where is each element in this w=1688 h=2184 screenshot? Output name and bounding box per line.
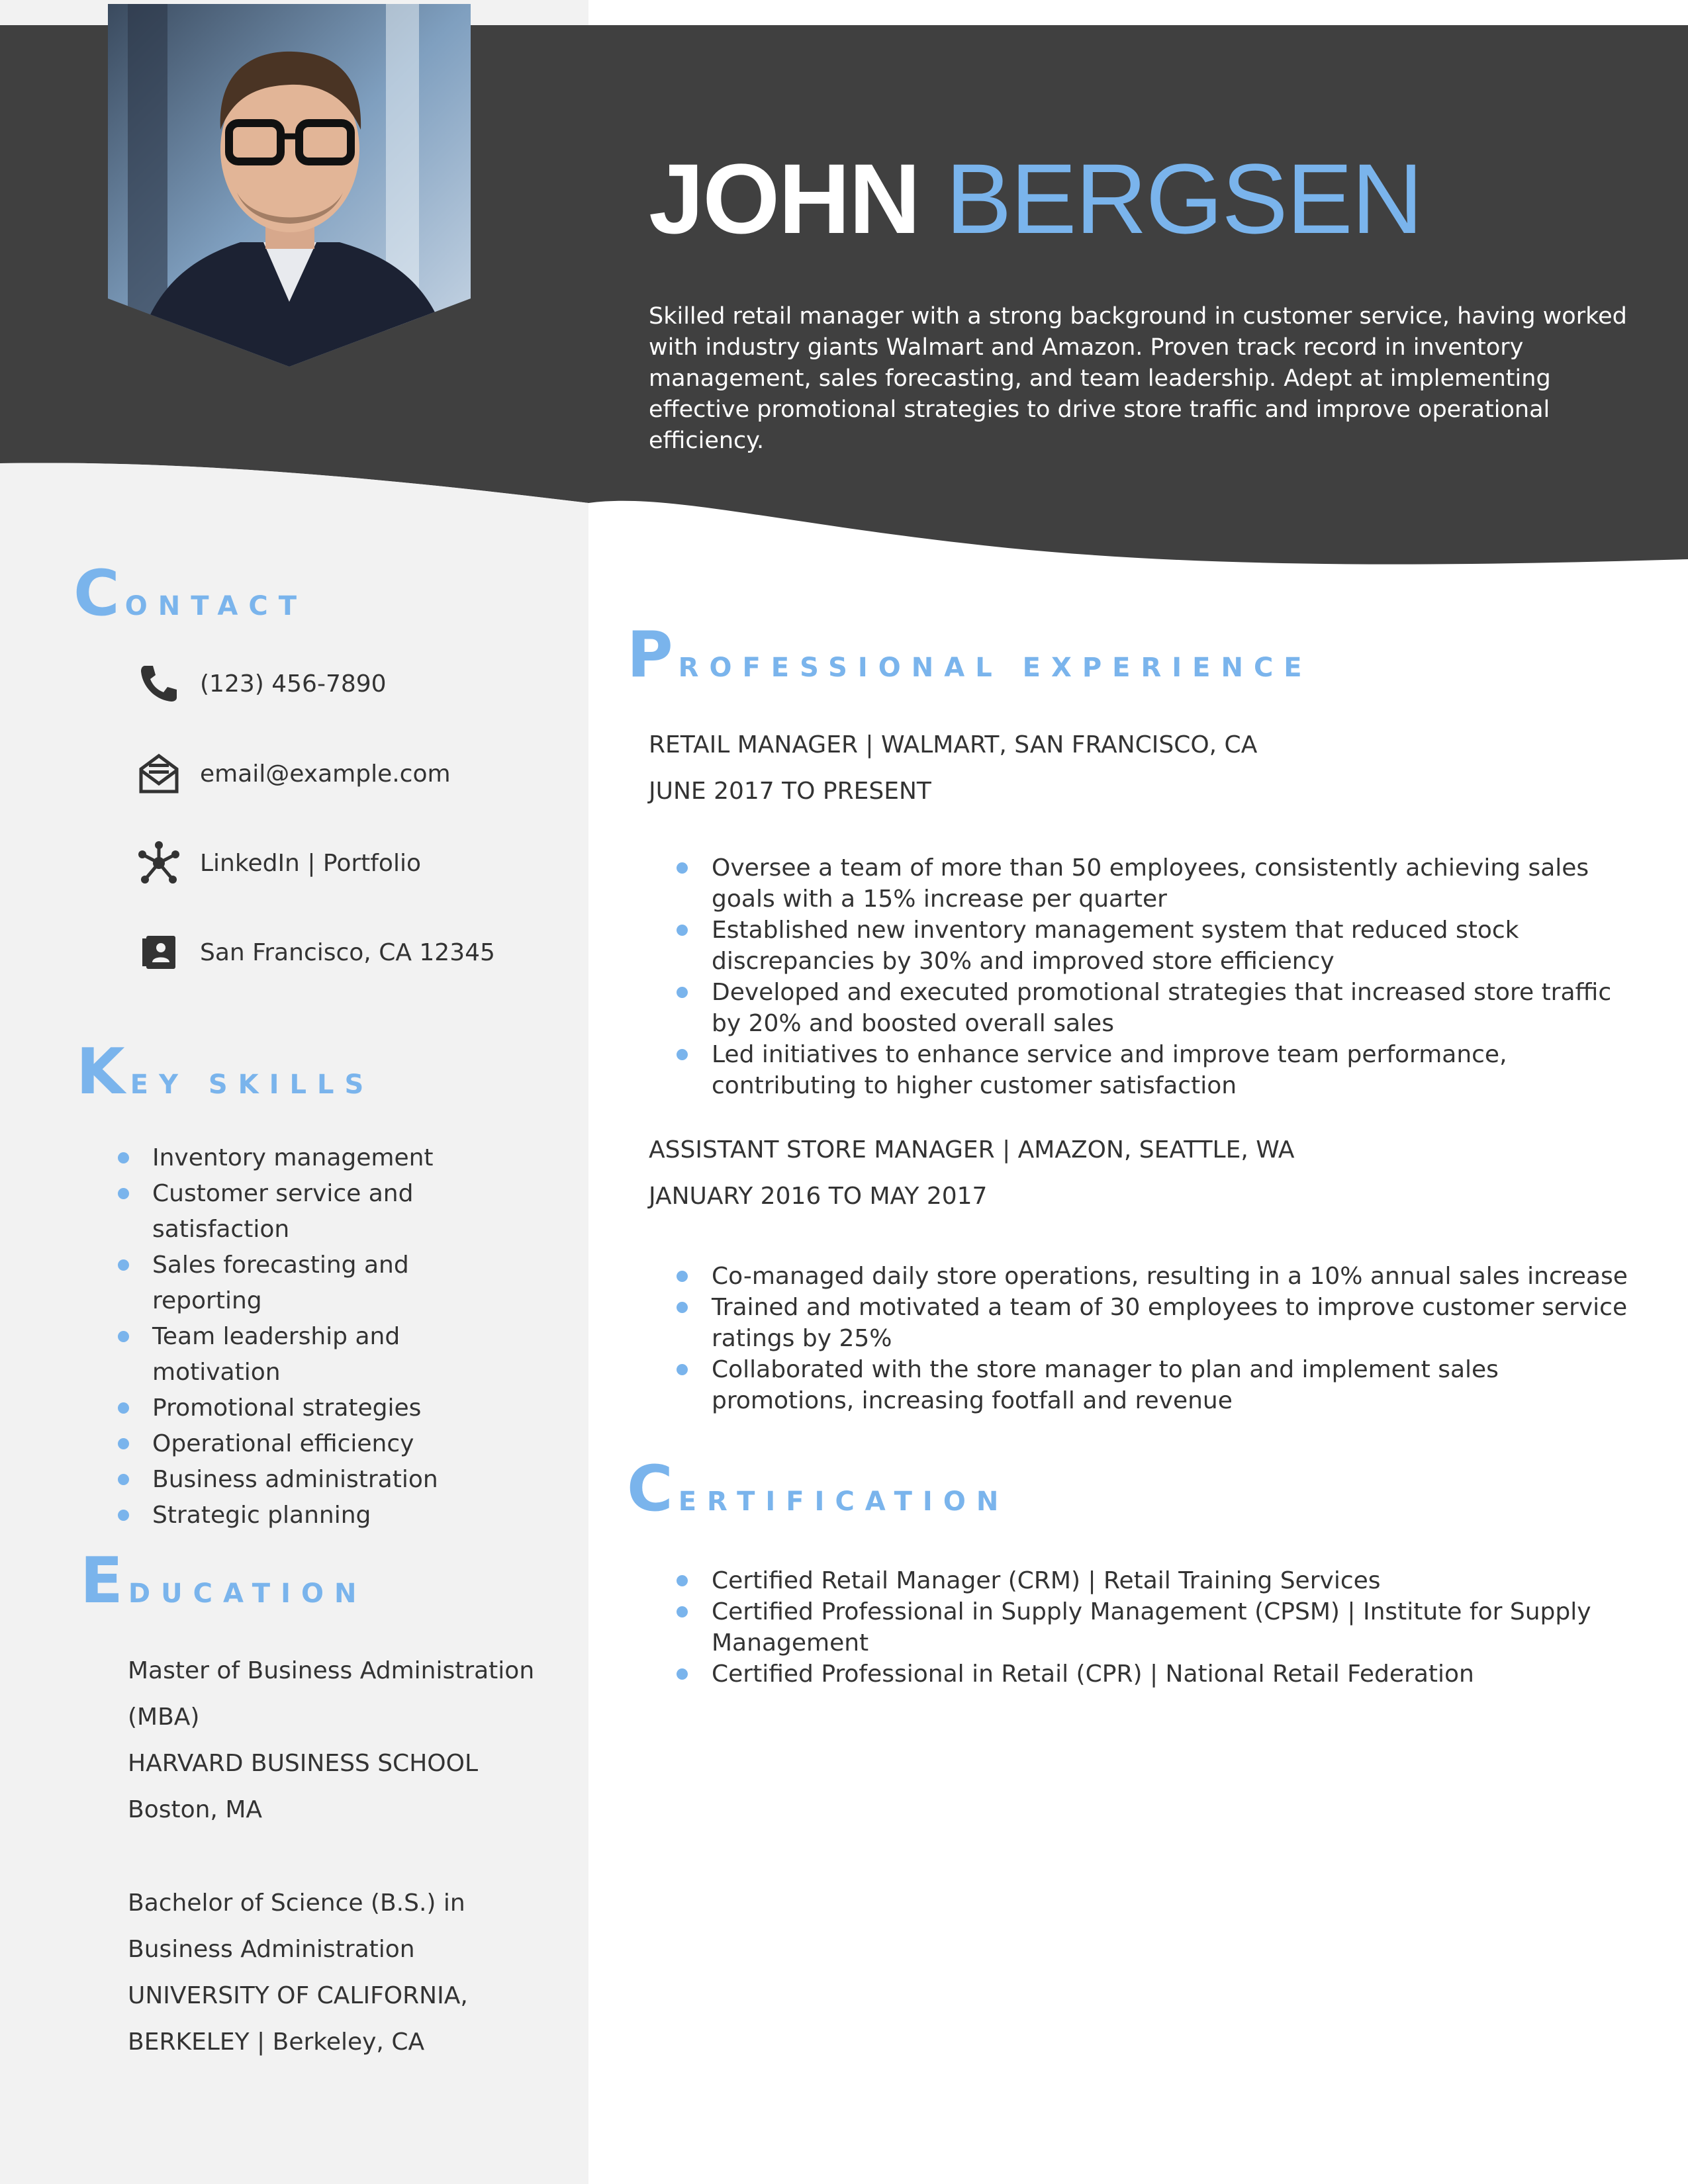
skill-item: Operational efficiency: [152, 1426, 523, 1462]
phone-icon: [136, 660, 182, 707]
contact-heading-initial: C: [73, 557, 125, 630]
contact-heading: [73, 557, 307, 630]
certification-heading-rest: ERTIFICATION: [678, 1486, 1009, 1517]
certification-item: Certified Retail Manager (CRM) | Retail Training Services: [712, 1565, 1638, 1596]
job-bullets: [712, 1261, 1638, 1416]
last-name: BERGSEN: [945, 143, 1422, 254]
network-icon: [136, 840, 182, 886]
email-icon: [136, 751, 182, 797]
job-bullet: Collaborated with the store manager to plan and implement sales promotions, increasing footfall and revenue: [712, 1354, 1638, 1416]
certification-item: Certified Professional in Supply Management (CPSM) | Institute for Supply Management: [712, 1596, 1638, 1659]
education-location: Boston, MA: [128, 1796, 263, 1823]
experience-heading-rest: ROFESSIONAL EXPERIENCE: [678, 653, 1313, 683]
links-text: LinkedIn | Portfolio: [200, 850, 421, 877]
job-bullet: Developed and executed promotional strategies that increased store traffic by 20% and boosted overall sales: [712, 977, 1638, 1039]
experience-heading-initial: P: [627, 619, 679, 692]
skill-item: Strategic planning: [152, 1498, 523, 1533]
certification-list: [712, 1565, 1638, 1690]
address-book-icon: [136, 929, 182, 976]
contact-address: [0, 929, 588, 976]
education-degree: Master of Business Administration (MBA): [128, 1657, 535, 1731]
education-heading: [80, 1545, 367, 1617]
job-bullet: Established new inventory management system that reduced stock discrepancies by 30% and improved store efficiency: [712, 915, 1638, 977]
education-entry: [128, 1648, 565, 1833]
education-heading-rest: DUCATION: [128, 1578, 367, 1609]
profile-summary: Skilled retail manager with a strong background in customer service, having worked with industry giants Walmart and Amazon. Proven track record in inventory management, sales forecasting, and team leadership. Adept at implementing effective promotional strategies to drive store traffic and improve operational efficiency.: [649, 303, 1627, 454]
skill-item: Business administration: [152, 1462, 523, 1498]
skill-item: Customer service and satisfaction: [152, 1176, 523, 1248]
skills-heading: [76, 1036, 375, 1109]
contact-email: [0, 751, 588, 797]
job-bullet: Led initiatives to enhance service and improve team performance, contributing to higher customer satisfaction: [712, 1039, 1638, 1101]
profile-photo: [108, 4, 471, 367]
skill-item: Sales forecasting and reporting: [152, 1248, 523, 1319]
contact-links: [0, 840, 588, 886]
job-bullet: Oversee a team of more than 50 employees, consistently achieving sales goals with a 15% increase per quarter: [712, 852, 1638, 915]
skills-heading-initial: K: [76, 1036, 130, 1109]
first-name: JOHN: [649, 143, 919, 254]
skill-item: Promotional strategies: [152, 1390, 523, 1426]
contact-phone: [0, 660, 588, 707]
phone-text: (123) 456-7890: [200, 670, 387, 698]
email-text: email@example.com: [200, 760, 451, 788]
education-school: UNIVERSITY OF CALIFORNIA, BERKELEY | Berkeley, CA: [128, 1982, 468, 2056]
education-degree: Bachelor of Science (B.S.) in Business Administration: [128, 1889, 465, 1963]
education-entry: [128, 1880, 565, 2066]
education-heading-initial: E: [80, 1545, 128, 1617]
certification-heading-initial: C: [627, 1453, 679, 1525]
skill-item: Inventory management: [152, 1140, 523, 1176]
education-school: HARVARD BUSINESS SCHOOL: [128, 1750, 478, 1777]
contact-heading-rest: ONTACT: [124, 591, 307, 621]
job-dates: JANUARY 2016 TO MAY 2017: [649, 1183, 988, 1210]
skills-heading-rest: EY SKILLS: [130, 1069, 375, 1100]
job-bullet: Co-managed daily store operations, resulting in a 10% annual sales increase: [712, 1261, 1638, 1292]
job-bullet: Trained and motivated a team of 30 employees to improve customer service ratings by 25%: [712, 1292, 1638, 1354]
job-title: RETAIL MANAGER | WALMART, SAN FRANCISCO, CA: [649, 731, 1258, 758]
skills-list: [152, 1140, 523, 1533]
job-bullets: [712, 852, 1638, 1101]
job-dates: JUNE 2017 TO PRESENT: [649, 778, 931, 805]
certification-heading: [627, 1453, 1009, 1525]
skill-item: Team leadership and motivation: [152, 1319, 523, 1390]
candidate-name: [649, 143, 1422, 254]
certification-item: Certified Professional in Retail (CPR) | National Retail Federation: [712, 1659, 1638, 1690]
address-text: San Francisco, CA 12345: [200, 939, 495, 966]
job-title: ASSISTANT STORE MANAGER | AMAZON, SEATTLE, WA: [649, 1136, 1295, 1163]
experience-heading: [627, 619, 1313, 692]
